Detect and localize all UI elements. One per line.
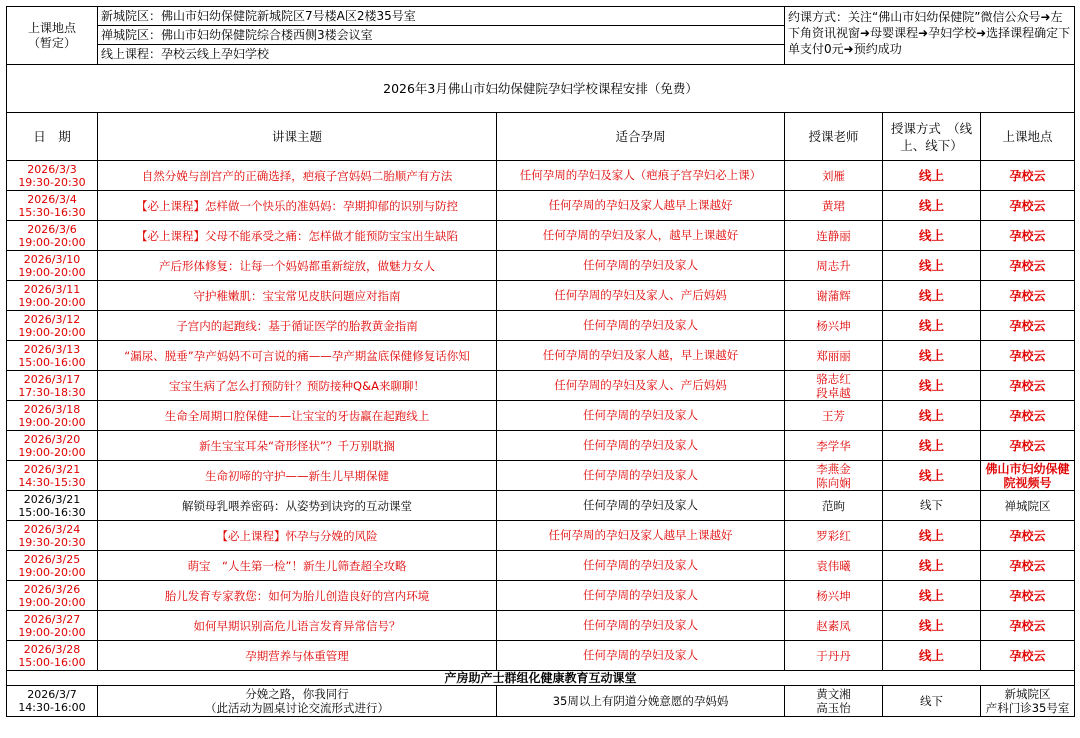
cell-topic: 自然分娩与剖宫产的正确选择，疤痕子宫妈妈二胎顺产有方法 (98, 161, 497, 191)
cell-teacher: 谢蒲辉 (785, 281, 883, 311)
section2-title: 产房助产士群组化健康教育互动课堂 (7, 671, 1075, 686)
date-text: 2026/3/7 (27, 688, 77, 701)
cell-place: 禅城院区 (981, 491, 1075, 521)
cell-mode: 线上 (883, 431, 981, 461)
cell-date (7, 161, 98, 191)
cell-topic: 【必上课程】父母不能承受之痛：怎样做才能预防宝宝出生缺陷 (98, 221, 497, 251)
cell-topic: 【必上课程】怎样做一个快乐的准妈妈：孕期抑郁的识别与防控 (98, 191, 497, 221)
cell-mode: 线上 (883, 401, 981, 431)
cell-place: 孕校云 (981, 581, 1075, 611)
cell-date (7, 521, 98, 551)
cell-topic: 子宫内的起跑线：基于循证医学的胎教黄金指南 (98, 311, 497, 341)
cell-mode: 线上 (883, 161, 981, 191)
cell-weeks: 任何孕周的孕妇及家人越，早上课越好 (497, 341, 785, 371)
date-text: 2026/3/12 (23, 312, 81, 326)
time-text: 15:30-16:30 (18, 205, 86, 219)
cell-teacher: 杨兴坤 (785, 311, 883, 341)
cell-date (7, 641, 98, 671)
cell-mode: 线下 (883, 686, 981, 717)
table-row (7, 611, 1075, 641)
time-text: 19:00-20:00 (18, 625, 86, 639)
date-text: 2026/3/6 (27, 222, 77, 236)
cell-place: 孕校云 (981, 191, 1075, 221)
cell-place: 新城院区 产科门诊35号室 (981, 686, 1075, 717)
col-header-place: 上课地点 (981, 113, 1075, 161)
date-text: 2026/3/4 (27, 192, 77, 206)
cell-mode: 线上 (883, 251, 981, 281)
cell-weeks: 任何孕周的孕妇及家人 (497, 431, 785, 461)
table-row (7, 251, 1075, 281)
date-text: 2026/3/28 (23, 642, 81, 656)
cell-date (7, 341, 98, 371)
cell-teacher: 刘雁 (785, 161, 883, 191)
cell-mode: 线上 (883, 191, 981, 221)
time-text: 19:00-20:00 (18, 265, 86, 279)
cell-date (7, 281, 98, 311)
time-text: 14:30-16:00 (18, 701, 86, 714)
cell-date (7, 581, 98, 611)
cell-weeks: 任何孕周的孕妇及家人 (497, 641, 785, 671)
col-header-weeks: 适合孕周 (497, 113, 785, 161)
date-text: 2026/3/11 (23, 282, 81, 296)
table-row (7, 341, 1075, 371)
page-title: 2026年3月佛山市妇幼保健院孕妇学校课程安排（免费） (7, 65, 1075, 113)
cell-topic: 分娩之路，你我同行 （此活动为圆桌讨论交流形式进行） (98, 686, 497, 717)
time-text: 19:30-20:30 (18, 175, 86, 189)
date-text: 2026/3/21 (23, 492, 81, 506)
table-row (7, 311, 1075, 341)
cell-teacher: 于丹丹 (785, 641, 883, 671)
col-header-topic: 讲课主题 (98, 113, 497, 161)
cell-weeks: 任何孕周的孕妇及家人 (497, 491, 785, 521)
time-text: 15:00-16:30 (18, 505, 86, 519)
cell-topic: 解锁母乳喂养密码：从姿势到诀窍的互动课堂 (98, 491, 497, 521)
time-text: 19:00-20:00 (18, 445, 86, 459)
cell-teacher: 王芳 (785, 401, 883, 431)
table-row (7, 461, 1075, 491)
time-text: 15:00-16:00 (18, 355, 86, 369)
cell-place: 孕校云 (981, 161, 1075, 191)
cell-topic: 生命初啼的守护——新生儿早期保健 (98, 461, 497, 491)
cell-place: 孕校云 (981, 371, 1075, 401)
cell-place: 孕校云 (981, 311, 1075, 341)
cell-weeks: 35周以上有阴道分娩意愿的孕妈妈 (497, 686, 785, 717)
table-row (7, 581, 1075, 611)
cell-mode: 线上 (883, 341, 981, 371)
cell-teacher: 连静丽 (785, 221, 883, 251)
cell-weeks: 任何孕周的孕妇及家人，越早上课越好 (497, 221, 785, 251)
location-label: 上课地点 （暂定） (7, 7, 98, 65)
cell-date (7, 251, 98, 281)
col-header-mode: 授课方式 （线上、线下） (883, 113, 981, 161)
cell-weeks: 任何孕周的孕妇及家人 (497, 611, 785, 641)
cell-weeks: 任何孕周的孕妇及家人 (497, 251, 785, 281)
cell-topic: 如何早期识别高危儿语言发育异常信号？ (98, 611, 497, 641)
cell-mode: 线上 (883, 521, 981, 551)
col-header-teacher: 授课老师 (785, 113, 883, 161)
time-text: 19:00-20:00 (18, 415, 86, 429)
cell-teacher: 袁伟曦 (785, 551, 883, 581)
campus-chancheng: 禅城院区：佛山市妇幼保健院综合楼西侧3楼会议室 (98, 26, 785, 45)
cell-teacher: 骆志红 段卓越 (785, 371, 883, 401)
cell-mode: 线上 (883, 311, 981, 341)
cell-topic: 产后形体修复：让每一个妈妈都重新绽放，做魅力女人 (98, 251, 497, 281)
date-text: 2026/3/17 (23, 372, 81, 386)
cell-topic: 新生宝宝耳朵“奇形怪状”？千万别耽搁 (98, 431, 497, 461)
table-row (7, 641, 1075, 671)
cell-weeks: 任何孕周的孕妇及家人 (497, 401, 785, 431)
cell-weeks: 任何孕周的孕妇及家人 (497, 461, 785, 491)
date-text: 2026/3/26 (23, 582, 81, 596)
date-text: 2026/3/10 (23, 252, 81, 266)
col-header-date: 日 期 (7, 113, 98, 161)
table-row (7, 491, 1075, 521)
table-row (7, 161, 1075, 191)
cell-teacher: 罗彩红 (785, 521, 883, 551)
cell-place: 孕校云 (981, 521, 1075, 551)
cell-weeks: 任何孕周的孕妇及家人 (497, 581, 785, 611)
cell-mode: 线上 (883, 461, 981, 491)
cell-date (7, 371, 98, 401)
time-text: 19:00-20:00 (18, 565, 86, 579)
cell-teacher: 李学华 (785, 431, 883, 461)
cell-topic: 生命全周期口腔保健——让宝宝的牙齿赢在起跑线上 (98, 401, 497, 431)
cell-weeks: 任何孕周的孕妇及家人、产后妈妈 (497, 281, 785, 311)
date-text: 2026/3/3 (27, 162, 77, 176)
cell-mode: 线上 (883, 641, 981, 671)
cell-place: 孕校云 (981, 281, 1075, 311)
cell-weeks: 任何孕周的孕妇及家人、产后妈妈 (497, 371, 785, 401)
cell-topic: 守护稚嫩肌：宝宝常见皮肤问题应对指南 (98, 281, 497, 311)
cell-mode: 线上 (883, 551, 981, 581)
cell-teacher: 黄珺 (785, 191, 883, 221)
time-text: 14:30-15:30 (18, 475, 86, 489)
table-row (7, 191, 1075, 221)
cell-date (7, 611, 98, 641)
section-title-row (7, 671, 1075, 686)
time-text: 19:30-20:30 (18, 535, 86, 549)
cell-place: 孕校云 (981, 611, 1075, 641)
cell-date (7, 686, 98, 717)
cell-weeks: 任何孕周的孕妇及家人越早上课越好 (497, 191, 785, 221)
table-row (7, 431, 1075, 461)
cell-place: 孕校云 (981, 341, 1075, 371)
table-row (7, 221, 1075, 251)
cell-mode: 线上 (883, 281, 981, 311)
cell-weeks: 任何孕周的孕妇及家人（疤痕子宫孕妇必上课） (497, 161, 785, 191)
campus-online: 线上课程：孕校云线上孕妇学校 (98, 45, 785, 65)
date-text: 2026/3/18 (23, 402, 81, 416)
cell-topic: “漏尿、脱垂”孕产妈妈不可言说的痛——孕产期盆底保健修复话你知 (98, 341, 497, 371)
date-text: 2026/3/27 (23, 612, 81, 626)
cell-mode: 线下 (883, 491, 981, 521)
table-row (7, 551, 1075, 581)
time-text: 19:00-20:00 (18, 295, 86, 309)
date-text: 2026/3/24 (23, 522, 81, 536)
cell-date (7, 311, 98, 341)
table-row (7, 281, 1075, 311)
booking-instructions: 约课方式：关注“佛山市妇幼保健院”微信公众号➜左下角资讯视窗➜母婴课程➜孕妇学校➜选择课程确定下单支付0元➜预约成功 (785, 7, 1075, 65)
time-text: 17:30-18:30 (18, 385, 86, 399)
cell-place: 佛山市妇幼保健院视频号 (981, 461, 1075, 491)
cell-place: 孕校云 (981, 431, 1075, 461)
cell-mode: 线上 (883, 581, 981, 611)
table-row (7, 686, 1075, 717)
cell-place: 孕校云 (981, 641, 1075, 671)
cell-teacher: 李燕金 陈向娴 (785, 461, 883, 491)
cell-place: 孕校云 (981, 551, 1075, 581)
schedule-table (6, 6, 1075, 717)
cell-date (7, 191, 98, 221)
cell-mode: 线上 (883, 221, 981, 251)
cell-date (7, 551, 98, 581)
cell-teacher: 周志升 (785, 251, 883, 281)
cell-teacher: 黄文湘 高玉怡 (785, 686, 883, 717)
cell-topic: 胎儿发育专家教您：如何为胎儿创造良好的宫内环境 (98, 581, 497, 611)
cell-place: 孕校云 (981, 401, 1075, 431)
cell-topic: 宝宝生病了怎么打预防针？预防接种Q&A来聊聊！ (98, 371, 497, 401)
cell-teacher: 杨兴坤 (785, 581, 883, 611)
cell-weeks: 任何孕周的孕妇及家人越早上课越好 (497, 521, 785, 551)
time-text: 15:00-16:00 (18, 655, 86, 669)
date-text: 2026/3/13 (23, 342, 81, 356)
time-text: 19:00-20:00 (18, 235, 86, 249)
cell-date (7, 401, 98, 431)
campus-xincheng: 新城院区：佛山市妇幼保健院新城院区7号楼A区2楼35号室 (98, 7, 785, 26)
date-text: 2026/3/25 (23, 552, 81, 566)
cell-date (7, 221, 98, 251)
table-row (7, 401, 1075, 431)
cell-teacher: 范昫 (785, 491, 883, 521)
cell-topic: 【必上课程】怀孕与分娩的风险 (98, 521, 497, 551)
cell-weeks: 任何孕周的孕妇及家人 (497, 551, 785, 581)
cell-date (7, 491, 98, 521)
cell-mode: 线上 (883, 371, 981, 401)
cell-teacher: 郑丽丽 (785, 341, 883, 371)
cell-place: 孕校云 (981, 221, 1075, 251)
cell-weeks: 任何孕周的孕妇及家人 (497, 311, 785, 341)
cell-teacher: 赵素凤 (785, 611, 883, 641)
time-text: 19:00-20:00 (18, 595, 86, 609)
cell-topic: 孕期营养与体重管理 (98, 641, 497, 671)
schedule-sheet (6, 6, 1074, 717)
date-text: 2026/3/20 (23, 432, 81, 446)
date-text: 2026/3/21 (23, 462, 81, 476)
cell-mode: 线上 (883, 611, 981, 641)
time-text: 19:00-20:00 (18, 325, 86, 339)
cell-place: 孕校云 (981, 251, 1075, 281)
table-row (7, 371, 1075, 401)
cell-date (7, 431, 98, 461)
table-row (7, 521, 1075, 551)
cell-date (7, 461, 98, 491)
cell-topic: 萌宝 “人生第一检”！新生儿筛查超全攻略 (98, 551, 497, 581)
